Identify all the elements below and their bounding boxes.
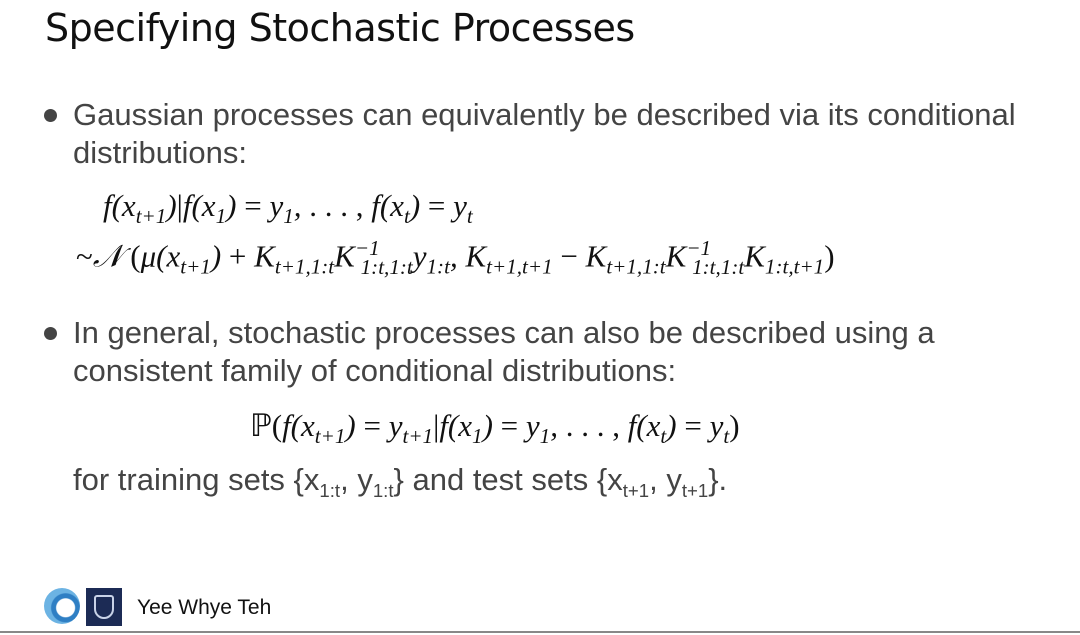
- deepmind-logo-icon: [44, 588, 80, 624]
- bullet-dot-icon: [44, 109, 57, 122]
- oxford-crest-icon: [86, 588, 122, 626]
- bullet-text: Gaussian processes can equivalently be described via its conditional distributions:: [73, 97, 1016, 170]
- equation-gaussian-posterior: ~𝒩 ($\mu(x_{t+1}) + K_{t+1,1:t}K^{-1}_{1:t,1:t}y_{1:t}$, $K_{t+1,t+1} - K_{t+1,1:t}K^{-1}_{1:t,1:t}K_{1:t,t+1}$): [76, 236, 835, 279]
- equation-conditional: $f(x_{t+1})|f(x_1) = y_1$, . . . , $f(x_t) = y_t$: [103, 188, 473, 229]
- training-sets-text: for training sets {$x_{1:t}$, $y_{1:t}$} and test sets {$x_{t+1}$, $y_{t+1}$}.: [73, 462, 728, 502]
- bullet-text: In general, stochastic processes can also be described using a consistent family of conditional distributions:: [73, 315, 935, 388]
- slide-title: Specifying Stochastic Processes: [45, 6, 635, 50]
- author-name: Yee Whye Teh: [137, 596, 272, 619]
- bullet-dot-icon: [44, 327, 57, 340]
- footer-divider: [0, 631, 1080, 633]
- equation-probability: $ℙ(f(x_{t+1}) = y_{t+1}|f(x_1) = y_1$, . . . , $f(x_t) = y_t$): [250, 408, 740, 449]
